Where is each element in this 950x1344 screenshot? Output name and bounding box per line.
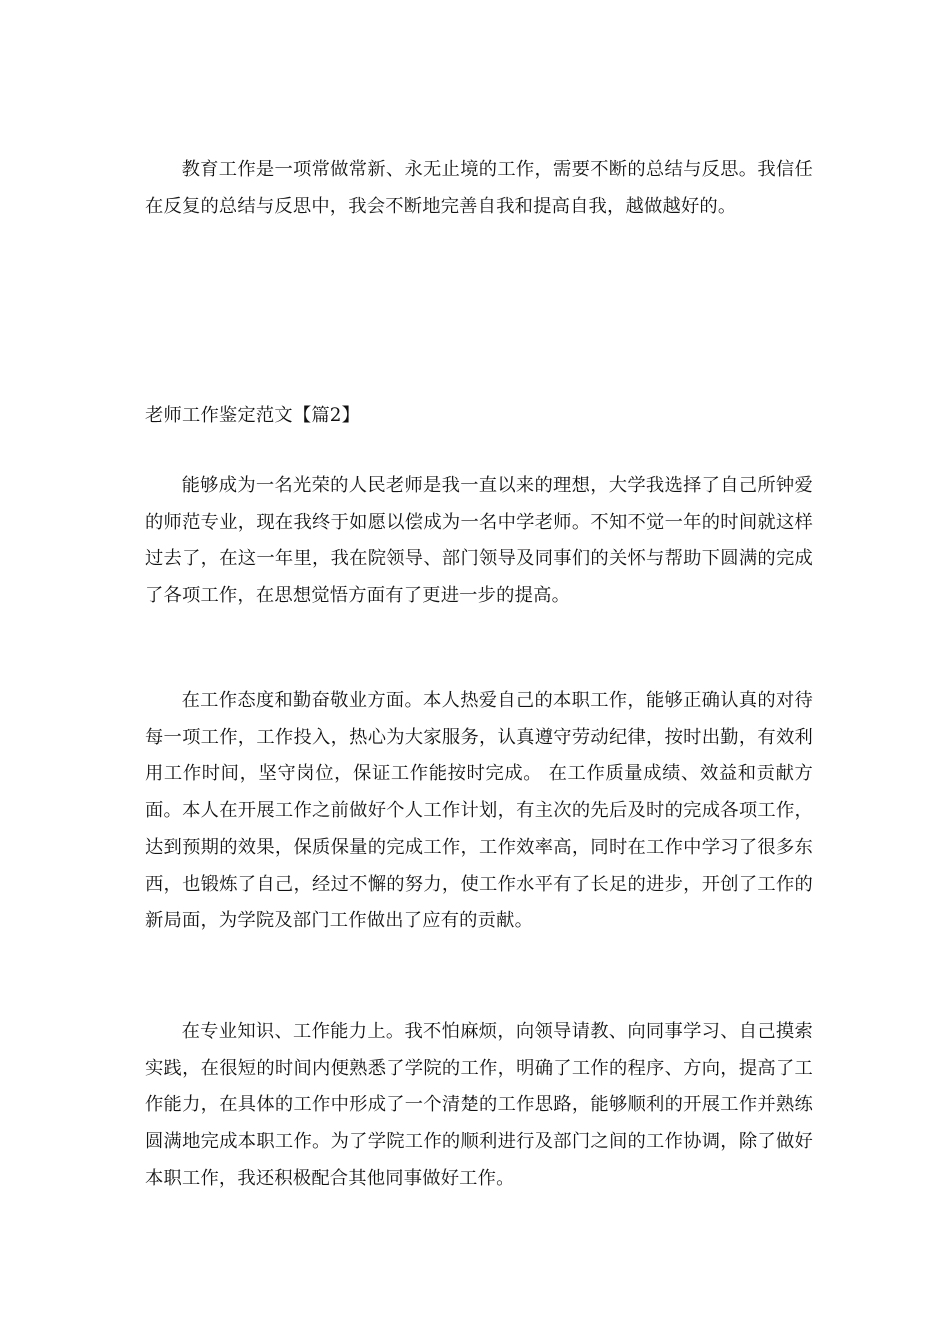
section-heading: 老师工作鉴定范文【篇2】	[145, 405, 361, 426]
paragraph-ideal: 能够成为一名光荣的人民老师是我一直以来的理想，大学我选择了自己所钟爱的师范专业，现在我终于如愿以偿成为一名中学老师。不知不觉一年的时间就这样过去了，在这一年里，我在院领导、部门领导及同事们的关怀与帮助下圆满的完成了各项工作，在思想觉悟方面有了更进一步的提高。	[145, 475, 813, 607]
paragraph-intro-reflection: 教育工作是一项常做常新、永无止境的工作，需要不断的总结与反思。我信任在反复的总结与反思中，我会不断地完善自我和提高自我，越做越好的。	[145, 159, 813, 217]
paragraph-work-ability: 在专业知识、工作能力上。我不怕麻烦，向领导请教、向同事学习、自己摸索实践，在很短的时间内便熟悉了学院的工作，明确了工作的程序、方向，提高了工作能力，在具体的工作中形成了一个清楚的工作思路，能够顺利的开展工作并熟练圆满地完成本职工作。为了学院工作的顺利进行及部门之间的工作协调，除了做好本职工作，我还积极配合其他同事做好工作。	[145, 1021, 813, 1189]
paragraph-work-attitude: 在工作态度和勤奋敬业方面。本人热爱自己的本职工作，能够正确认真的对待每一项工作，工作投入，热心为大家服务，认真遵守劳动纪律，按时出勤，有效利用工作时间，坚守岗位，保证工作能按时完成。 在工作质量成绩、效益和贡献方面。本人在开展工作之前做好个人工作计划，有主次的先后及时的完成各项工作，达到预期的效果，保质保量的完成工作，工作效率高，同时在工作中学习了很多东西，也锻炼了自己，经过不懈的努力，使工作水平有了长足的进步，开创了工作的新局面，为学院及部门工作做出了应有的贡献。	[145, 690, 813, 932]
